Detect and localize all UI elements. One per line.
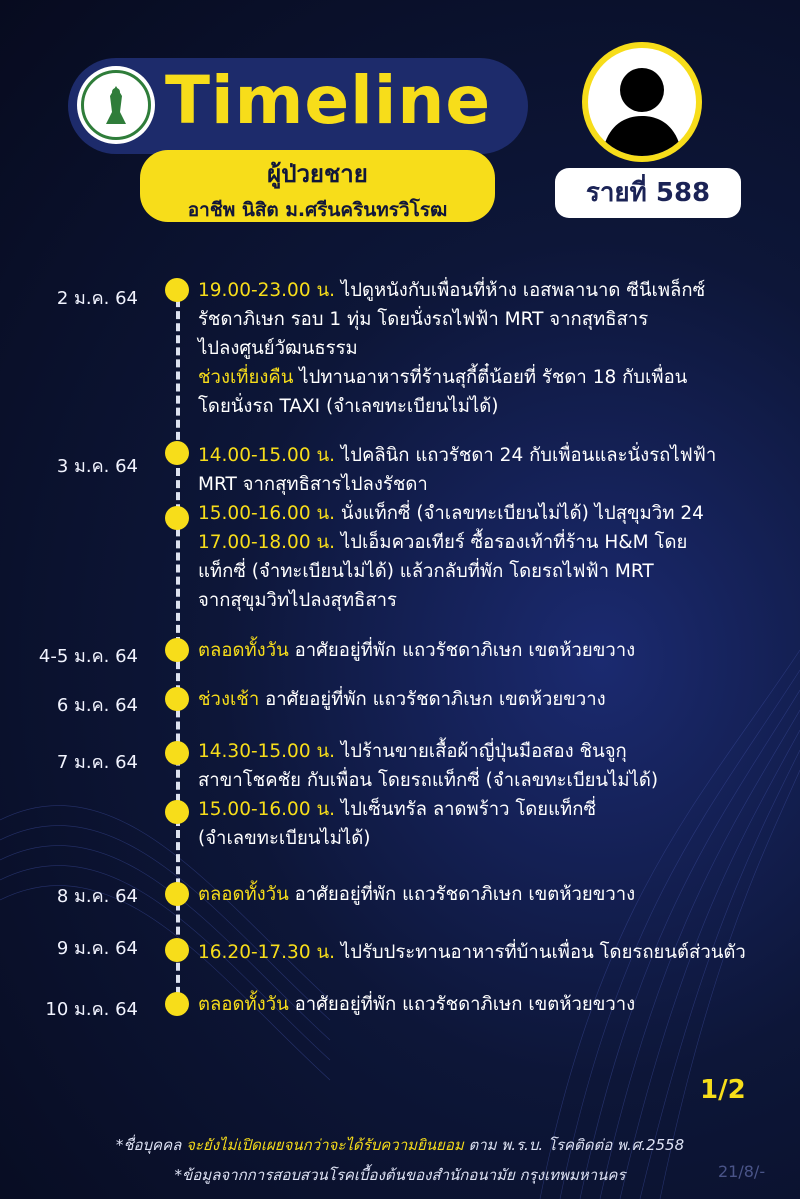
entry-time: ตลอดทั้งวัน (198, 884, 289, 905)
footer-note-highlight: จะยังไม่เปิดเผยจนกว่าจะได้รับความยินยอม (186, 1136, 464, 1154)
patient-gender: ผู้ป่วยชาย (267, 160, 368, 188)
entry-text: สาขาโชคชัย กับเพื่อน โดยรถแท็กซี่ (จำเลขทะเบียนไม่ได้) (198, 770, 659, 791)
patient-occupation: อาชีพ นิสิต ม.ศรีนครินทรวิโรฒ (187, 199, 448, 221)
anonymous-person-silhouette-icon (582, 42, 702, 162)
footer-privacy-note (0, 1133, 800, 1157)
timeline-date: 4-5 ม.ค. 64 (38, 646, 138, 667)
timeline-entry (198, 938, 788, 967)
entry-text: ไปเซ็นทรัล ลาดพร้าว โดยแท็กซี่ (335, 799, 597, 820)
entry-text: (จำเลขทะเบียนไม่ได้) (198, 828, 371, 849)
entry-time: ช่วงเช้า (198, 689, 260, 710)
timeline-entry (198, 276, 788, 421)
entry-time: ตลอดทั้งวัน (198, 640, 289, 661)
entry-text: ไปดูหนังกับเพื่อนที่ห้าง เอสพลานาด ซีนีเพล็กซ์ (335, 280, 706, 301)
patient-info-badge (140, 150, 495, 222)
timeline-date: 3 ม.ค. 64 (56, 456, 138, 477)
bangkok-city-seal-icon (77, 66, 155, 144)
entry-text: ไปลงศูนย์วัฒนธรรม (198, 338, 358, 359)
timeline-entry (198, 880, 788, 909)
timeline-dot (165, 882, 189, 906)
footer-note-prefix: *ชื่อบุคคล (115, 1136, 187, 1154)
timeline-date: 6 ม.ค. 64 (56, 695, 138, 716)
timeline-dot (165, 938, 189, 962)
entry-time: ช่วงเที่ยงคืน (198, 367, 294, 388)
timeline-entry (198, 990, 788, 1019)
timeline-dot (165, 741, 189, 765)
entry-text: อาศัยอยู่ที่พัก แถวรัชดาภิเษก เขตห้วยขวาง (288, 640, 636, 661)
timeline-dot (165, 441, 189, 465)
entry-time: 14.30-15.00 น. (198, 741, 336, 762)
timeline-dot (165, 278, 189, 302)
entry-text: MRT จากสุทธิสารไปลงรัชดา (198, 474, 428, 495)
entry-text: ไปร้านขายเสื้อผ้าญี่ปุ่นมือสอง ชินจูกุ (335, 741, 627, 762)
entry-time: 14.00-15.00 น. (198, 445, 336, 466)
timeline-entry (198, 685, 788, 714)
timeline-date: 10 ม.ค. 64 (45, 999, 138, 1020)
entry-time: 15.00-16.00 น. (198, 799, 336, 820)
timeline-dot (165, 800, 189, 824)
entry-time: 19.00-23.00 น. (198, 280, 336, 301)
timeline-date: 9 ม.ค. 64 (56, 938, 138, 959)
timeline-dot (165, 506, 189, 530)
page-title: Timeline (165, 62, 492, 139)
footer-note-suffix: ตาม พ.ร.บ. โรคติดต่อ พ.ศ.2558 (463, 1136, 685, 1154)
case-number-badge: รายที่ 588 (555, 168, 741, 218)
timeline-entry (198, 737, 788, 853)
entry-text: ไปทานอาหารที่ร้านสุกี้ตี๋น้อยที่ รัชดา 18 กับเพื่อน (293, 367, 688, 388)
entry-text: อาศัยอยู่ที่พัก แถวรัชดาภิเษก เขตห้วยขวาง (259, 689, 606, 710)
entry-time: 17.00-18.00 น. (198, 532, 336, 553)
entry-text: ไปคลินิก แถวรัชดา 24 กับเพื่อนและนั่งรถไฟฟ้า (335, 445, 717, 466)
entry-text: ไปรับประทานอาหารที่บ้านเพื่อน โดยรถยนต์ส่วนตัว (335, 942, 746, 963)
entry-text: จากสุขุมวิทไปลงสุทธิสาร (198, 590, 397, 611)
timeline-dot (165, 638, 189, 662)
entry-time: 16.20-17.30 น. (198, 942, 336, 963)
timeline-date: 2 ม.ค. 64 (56, 288, 138, 309)
entry-text: ไปเอ็มควอเทียร์ ซื้อรองเท้าที่ร้าน H&M โดย (335, 532, 688, 553)
page-number: 1/2 (700, 1075, 746, 1105)
footer-source-note: *ข้อมูลจากการสอบสวนโรคเบื้องต้นของสำนักอนามัย กรุงเทพมหานคร (174, 1166, 626, 1184)
timeline-entry (198, 441, 788, 615)
entry-time: ตลอดทั้งวัน (198, 994, 289, 1015)
entry-text: อาศัยอยู่ที่พัก แถวรัชดาภิเษก เขตห้วยขวาง (288, 994, 636, 1015)
entry-text: รัชดาภิเษก รอบ 1 ทุ่ม โดยนั่งรถไฟฟ้า MRT จากสุทธิสาร (198, 309, 649, 330)
timeline-entry (198, 636, 788, 665)
entry-text: อาศัยอยู่ที่พัก แถวรัชดาภิเษก เขตห้วยขวาง (288, 884, 636, 905)
timeline-dot (165, 687, 189, 711)
entry-time: 15.00-16.00 น. (198, 503, 336, 524)
entry-text: โดยนั่งรถ TAXI (จำเลขทะเบียนไม่ได้) (198, 396, 499, 417)
entry-text: แท็กซี่ (จำทะเบียนไม่ได้) แล้วกลับที่พัก โดยรถไฟฟ้า MRT (198, 561, 654, 582)
timeline-dot (165, 992, 189, 1016)
timeline-date: 8 ม.ค. 64 (56, 886, 138, 907)
entry-text: นั่งแท็กซี่ (จำเลขทะเบียนไม่ได้) ไปสุขุมวิท 24 (335, 503, 704, 524)
timeline-date: 7 ม.ค. 64 (56, 752, 138, 773)
watermark: 21/8/- (718, 1162, 766, 1181)
